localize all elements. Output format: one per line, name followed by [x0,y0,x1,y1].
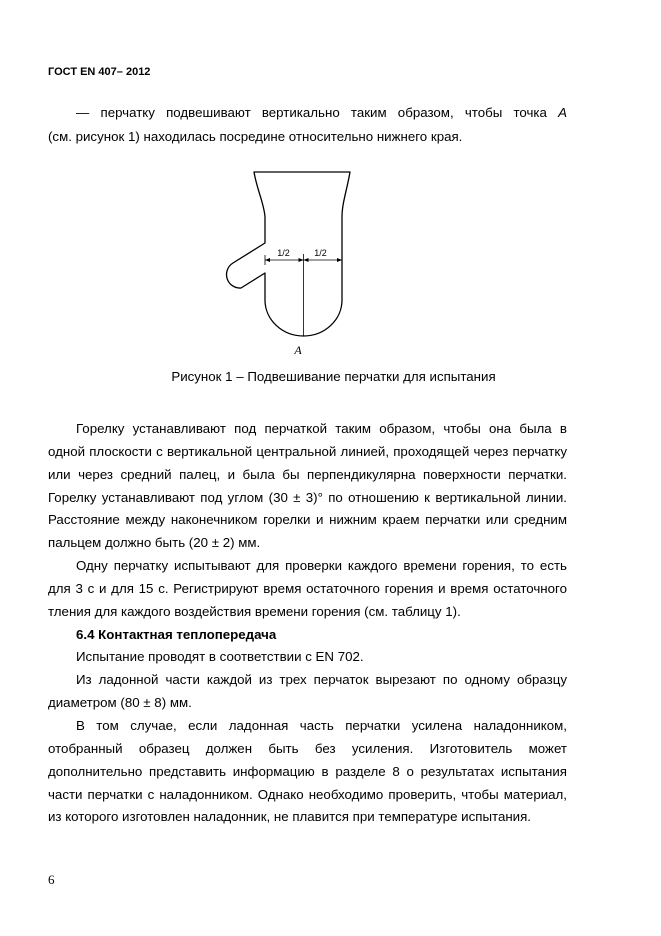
page-number: 6 [48,872,55,887]
reinforcement-paragraph [0,715,661,829]
mounting-instruction-text: — перчатку подвешивают вертикально таким образом, чтобы точка [76,105,559,120]
mounting-instruction [0,101,661,149]
paragraph-line: Из ладонной части каждой из трех перчаток вырезают по одному образцу [76,672,567,688]
point-a-label: A [294,343,302,357]
paragraph-line: Горелку устанавливают под перчаткой таким образом, чтобы она была в [76,421,567,436]
paragraph-line: или через средний палец, и была бы перпендикулярна поверхности перчатки. [48,466,567,482]
paragraph-line: тления для каждого воздействия времени горения (см. таблицу 1). [48,603,461,619]
point-a-reference: A [558,105,567,120]
paragraph-line: диаметром (80 ± 8) мм. [48,695,192,711]
dimension-arrow-center-left [299,258,304,262]
specimen-paragraph [0,669,661,715]
paragraph-line: части перчатки с наладонником. Однако необходимо проверить, чтобы материал, [48,786,567,802]
dimension-arrow-left-end [265,258,270,262]
paragraph-line: пальцем должно быть (20 ± 2) мм. [48,535,261,551]
standard-designation-header: ГОСТ EN 407– 2012 [48,66,151,78]
paragraph-line: Расстояние между наконечником горелки и нижним краем перчатки или средним [48,512,567,528]
timing-paragraph [0,555,661,624]
dimension-arrow-center-right [304,258,309,262]
burner-paragraph [0,418,661,555]
paragraph-line: Горелку устанавливают под углом (30 ± 3)° по отношению к вертикальной линии. [48,489,567,505]
paragraph-line: В том случае, если ладонная часть перчатки усилена наладонником, [76,717,567,733]
body-text [0,418,661,829]
paragraph-line: для 3 с и для 15 с. Регистрируют время остаточного горения и время остаточного [48,580,567,596]
section-heading-6-4: 6.4 Контактная теплопередача [76,626,277,642]
mounting-instruction-line: (см. рисунок 1) находилась посредине относительно нижнего края. [48,129,463,144]
paragraph-line: одной плоскости с вертикальной центральной линией, проходящей через перчатку [48,443,567,459]
paragraph-line: Испытание проводят в соответствии с EN 702. [76,649,364,665]
paragraph-line: дополнительно представить информацию в разделе 8 о результатах испытания [48,763,567,779]
standard-paragraph [0,646,661,669]
dimension-label-right: 1/2 [314,248,327,258]
paragraph-line: из которого изготовлен наладонник, не плавится при температуре испытания. [48,809,532,825]
figure-caption: Рисунок 1 – Подвешивание перчатки для испытания [171,369,496,384]
figure-1-glove-suspension [200,165,380,360]
dimension-arrow-right-end [337,258,342,262]
mounting-instruction-line [76,101,567,125]
dimension-label-left: 1/2 [277,248,290,258]
paragraph-line: отобранный образец должен быть без усиления. Изготовитель может [48,740,567,756]
paragraph-line: Одну перчатку испытывают для проверки каждого времени горения, то есть [76,558,567,574]
